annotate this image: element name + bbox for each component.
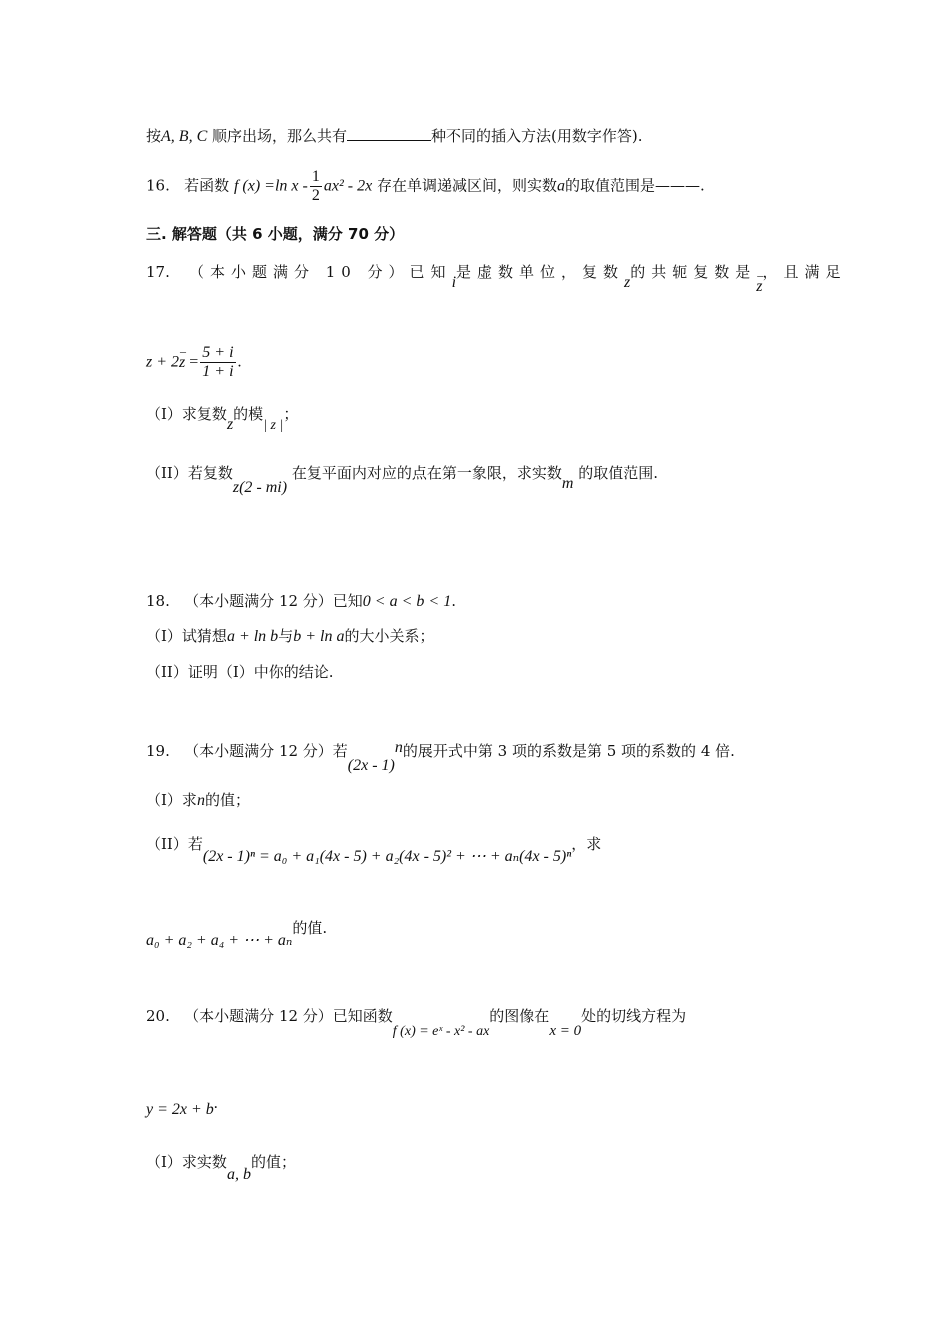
q17-part2: （II）若复数z(2 - mi) 在复平面内对应的点在第一象限，求实数m 的取值范围. bbox=[146, 464, 658, 496]
q20-tangent: y = 2x + b. bbox=[146, 1095, 218, 1118]
q16-line: 16. 若函数 f (x) =ln x - $\frac{1}{2}$ ax² - 2x 存在单调递减区间，则实数a的取值范围是———. bbox=[146, 168, 705, 204]
q16-function: f (x) =ln x - bbox=[233, 177, 308, 195]
q19-sum: a₀ + a₂ + a₄ + ⋯ + aₙ的值. bbox=[146, 919, 328, 949]
q18-part1: （I）试猜想a + ln b与b + ln a的大小关系； bbox=[146, 627, 435, 645]
q17-equation: z + 2– z = $\frac{5 + i}{1 + i}$ . bbox=[146, 344, 242, 381]
q17-line: 17. （本小题满分 10 分）已知i是虚数单位，复数z的共轭复数是– z，且满足 bbox=[146, 262, 847, 283]
q19-line: 19. （本小题满分 12 分）若(2x - 1)$^n$的展开式中第 3 项的系数是第 5 项的系数的 4 倍. bbox=[146, 739, 735, 774]
answer-blank bbox=[347, 126, 431, 141]
q18-part2: （II）证明（I）中你的结论. bbox=[146, 663, 334, 681]
q18-line: 18. （本小题满分 12 分）已知0 < a < b < 1. bbox=[146, 592, 456, 610]
q15-line: 按A, B, C 顺序出场，那么共有 种不同的插入方法(用数字作答). bbox=[146, 127, 643, 145]
q17-part1: （I）求复数z的模| z |； bbox=[146, 405, 299, 433]
q19-part1: （I）求n的值； bbox=[146, 791, 250, 809]
q17-fraction: $\frac{5 + i}{1 + i}$ bbox=[202, 344, 234, 380]
q15-math: A, B, C bbox=[161, 128, 208, 145]
q20-part1: （I）求实数a, b的值； bbox=[146, 1153, 296, 1183]
q19-part2: （II）若(2x - 1)ⁿ = a₀ + a₁(4x - 5) + a₂(4x - 5)² + ⋯ + aₙ(4x - 5)ⁿ，求 bbox=[146, 835, 602, 865]
q20-line: 20. （本小题满分 12 分）已知函数f (x) = eˣ - x² - ax的图像在x = 0处的切线方程为 bbox=[146, 1007, 687, 1039]
section-title: 三. 解答题（共 6 小题，满分 70 分） bbox=[146, 225, 405, 243]
q16-fraction: $\frac{1}{2}$ bbox=[311, 168, 320, 204]
